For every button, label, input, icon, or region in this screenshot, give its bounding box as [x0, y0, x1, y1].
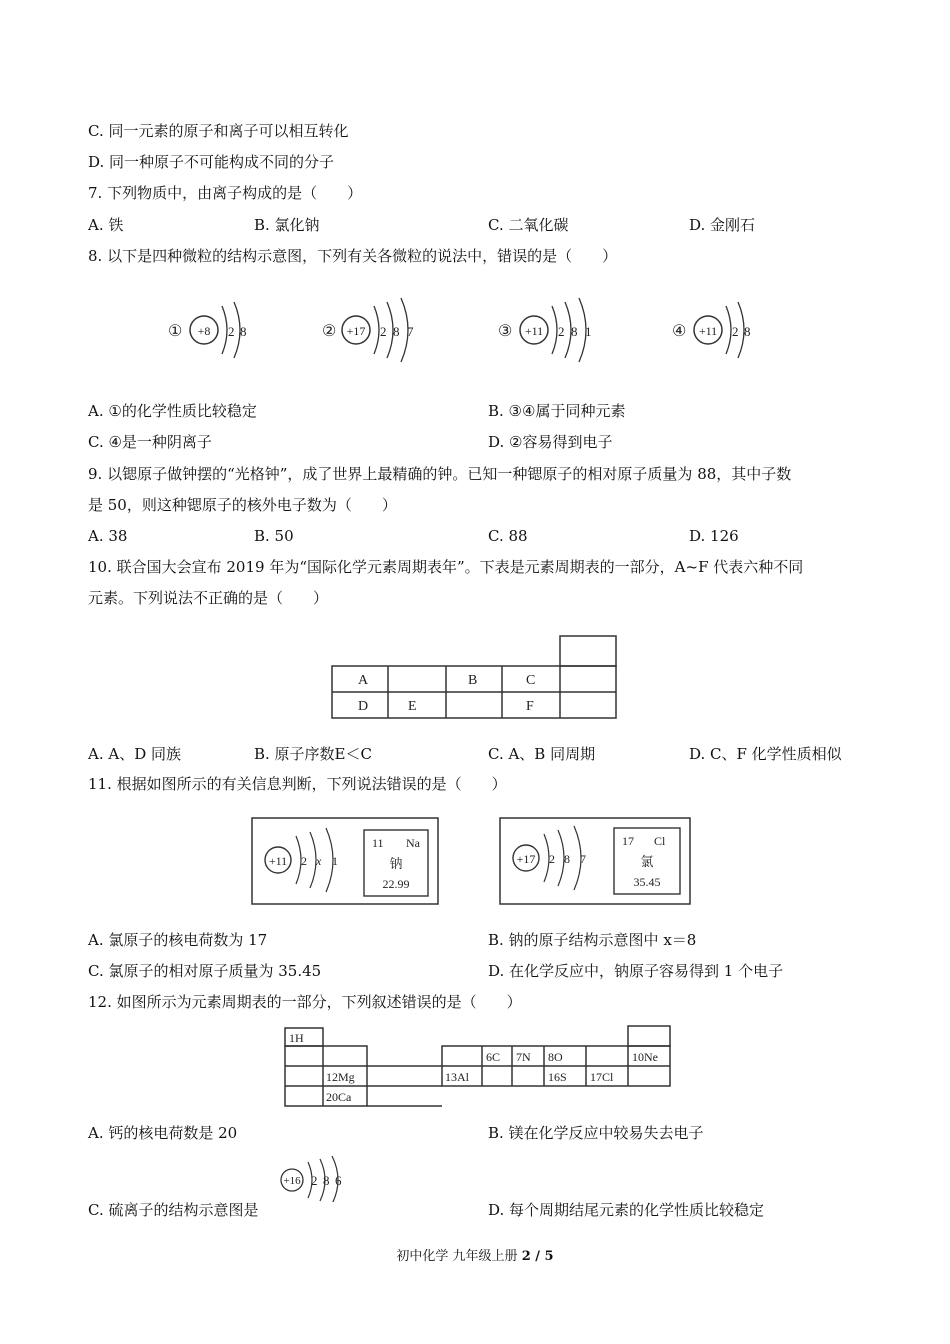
q8-structure-diagrams [160, 290, 780, 390]
shell-electrons: 8 [323, 1173, 330, 1188]
q8-option-d: D. ②容易得到电子 [488, 433, 613, 451]
q7-option-b: B. 氯化钠 [254, 216, 320, 234]
shell-electrons: 2 [732, 324, 739, 339]
element-symbol: Cl [654, 834, 666, 848]
nucleus-charge: +8 [197, 324, 211, 338]
shell-electrons: 7 [407, 324, 414, 339]
shell-arc [552, 306, 557, 354]
shell-electrons: 8 [240, 324, 247, 339]
q8-option-a: A. ①的化学性质比较稳定 [88, 402, 257, 420]
option-c-q6: C. 同一元素的原子和离子可以相互转化 [88, 122, 349, 140]
nucleus-charge: +17 [346, 324, 366, 338]
cell-10ne: 10Ne [632, 1050, 658, 1064]
q8-diagram-3 [498, 298, 592, 362]
q10-option-d: D. C、F 化学性质相似 [689, 745, 842, 763]
question-11: 11. 根据如图所示的有关信息判断，下列说法错误的是（ ） [88, 775, 507, 793]
shell-electrons: 8 [564, 852, 570, 866]
q11-figure [250, 814, 695, 908]
q12-periodic-table [282, 1024, 674, 1110]
shell-arc [222, 306, 227, 354]
element-name: 钠 [389, 856, 403, 871]
atomic-number: 17 [622, 834, 634, 848]
shell-electrons: 8 [744, 324, 751, 339]
q9-option-d: D. 126 [689, 527, 739, 545]
diagram-label: ③ [498, 323, 513, 340]
q8-diagram-1 [168, 302, 247, 358]
q8-diagram-2 [322, 298, 414, 362]
question-9-line-1: 9. 以锶原子做钟摆的“光格钟”，成了世界上最精确的钟。已知一种锶原子的相对原子质量为 88，其中子数 [88, 465, 792, 483]
shell-electrons: 8 [571, 324, 578, 339]
question-10-line-2: 元素。下列说法不正确的是（ ） [88, 589, 329, 607]
shell-electrons: 2 [380, 324, 387, 339]
shell-arc [374, 306, 379, 354]
q12-option-d: D. 每个周期结尾元素的化学性质比较稳定 [488, 1201, 765, 1219]
element-symbol: Na [406, 836, 420, 850]
shell-electrons: 1 [585, 324, 592, 339]
question-7: 7. 下列物质中，由离子构成的是（ ） [88, 184, 363, 202]
cell-17cl: 17Cl [590, 1070, 614, 1084]
q9-option-c: C. 88 [488, 527, 528, 545]
q11-option-c: C. 氯原子的相对原子质量为 35.45 [88, 962, 322, 980]
q12-option-b: B. 镁在化学反应中较易失去电子 [488, 1124, 704, 1142]
nucleus-charge: +11 [698, 324, 718, 338]
question-8: 8. 以下是四种微粒的结构示意图，下列有关各微粒的说法中，错误的是（ ） [88, 247, 618, 265]
q12-option-a: A. 钙的核电荷数是 20 [88, 1124, 238, 1142]
q11-option-a: A. 氯原子的核电荷数为 17 [88, 931, 268, 949]
cell-7n: 7N [516, 1050, 531, 1064]
diagram-label: ④ [672, 323, 687, 340]
q11-option-b: B. 钠的原子结构示意图中 x＝8 [488, 931, 697, 949]
shell-electrons: 2 [311, 1173, 318, 1188]
shell-electrons: 2 [549, 852, 555, 866]
q10-option-b: B. 原子序数E＜C [254, 745, 372, 763]
shell-electrons: 2 [558, 324, 565, 339]
q10-periodic-table [330, 632, 620, 724]
sodium-panel [252, 818, 438, 904]
cell-a: A [358, 673, 369, 688]
option-d-q6: D. 同一种原子不可能构成不同的分子 [88, 153, 335, 171]
shell-arc [726, 306, 731, 354]
shell-electrons: 2 [301, 854, 307, 868]
question-10-line-1: 10. 联合国大会宣布 2019 年为“国际化学元素周期表年”。下表是元素周期表的一部分，A~F 代表六种不同 [88, 558, 804, 576]
q7-option-c: C. 二氧化碳 [488, 216, 569, 234]
nucleus-charge: +11 [524, 324, 544, 338]
q9-option-b: B. 50 [254, 527, 294, 545]
cell-16s: 16S [548, 1070, 567, 1084]
cell-e: E [408, 699, 417, 714]
shell-electrons: 8 [393, 324, 400, 339]
atomic-number: 11 [372, 836, 384, 850]
nucleus-charge: +16 [283, 1175, 301, 1187]
nucleus-charge: +17 [516, 852, 536, 866]
cell-b: B [468, 673, 478, 688]
chlorine-panel [500, 818, 690, 904]
diagram-label: ① [168, 323, 183, 340]
q9-option-a: A. 38 [88, 527, 128, 545]
cell-12mg: 12Mg [326, 1070, 355, 1084]
q8-option-b: B. ③④属于同种元素 [488, 402, 626, 420]
cell-c: C [526, 673, 536, 688]
cell-1h: 1H [289, 1031, 304, 1045]
cell-f: F [526, 699, 534, 714]
atomic-mass: 35.45 [633, 875, 661, 889]
nucleus-charge: +11 [268, 854, 288, 868]
diagram-label: ② [322, 323, 337, 340]
element-name: 氯 [640, 854, 654, 869]
q8-diagram-4 [672, 302, 751, 358]
shell-electrons: 7 [580, 852, 586, 866]
page-footer [0, 1245, 950, 1264]
shell-electrons: 6 [335, 1173, 342, 1188]
cell-20ca: 20Ca [326, 1090, 352, 1104]
question-12: 12. 如图所示为元素周期表的一部分，下列叙述错误的是（ ） [88, 993, 522, 1011]
atomic-mass: 22.99 [382, 877, 410, 891]
cell-d: D [358, 699, 369, 714]
q7-option-a: A. 铁 [88, 216, 124, 234]
q7-option-d: D. 金刚石 [689, 216, 756, 234]
shell-electrons: x [316, 854, 322, 868]
cell-8o: 8O [548, 1050, 563, 1064]
q12-option-c: C. 硫离子的结构示意图是 [88, 1201, 259, 1219]
q11-option-d: D. 在化学反应中，钠原子容易得到 1 个电子 [488, 962, 784, 980]
shell-electrons: 1 [332, 854, 338, 868]
footer-course: 初中化学 九年级上册 [396, 1249, 518, 1264]
question-9-line-2: 是 50，则这种锶原子的核外电子数为（ ） [88, 496, 397, 514]
q10-option-c: C. A、B 同周期 [488, 745, 596, 763]
page-number: 2 / 5 [521, 1249, 554, 1264]
shell-electrons: 2 [228, 324, 235, 339]
cell-13al: 13Al [445, 1070, 469, 1084]
sulfur-ion-structure [276, 1152, 356, 1202]
q10-option-a: A. A、D 同族 [88, 745, 181, 763]
q8-option-c: C. ④是一种阴离子 [88, 433, 212, 451]
cell-6c: 6C [486, 1050, 501, 1064]
